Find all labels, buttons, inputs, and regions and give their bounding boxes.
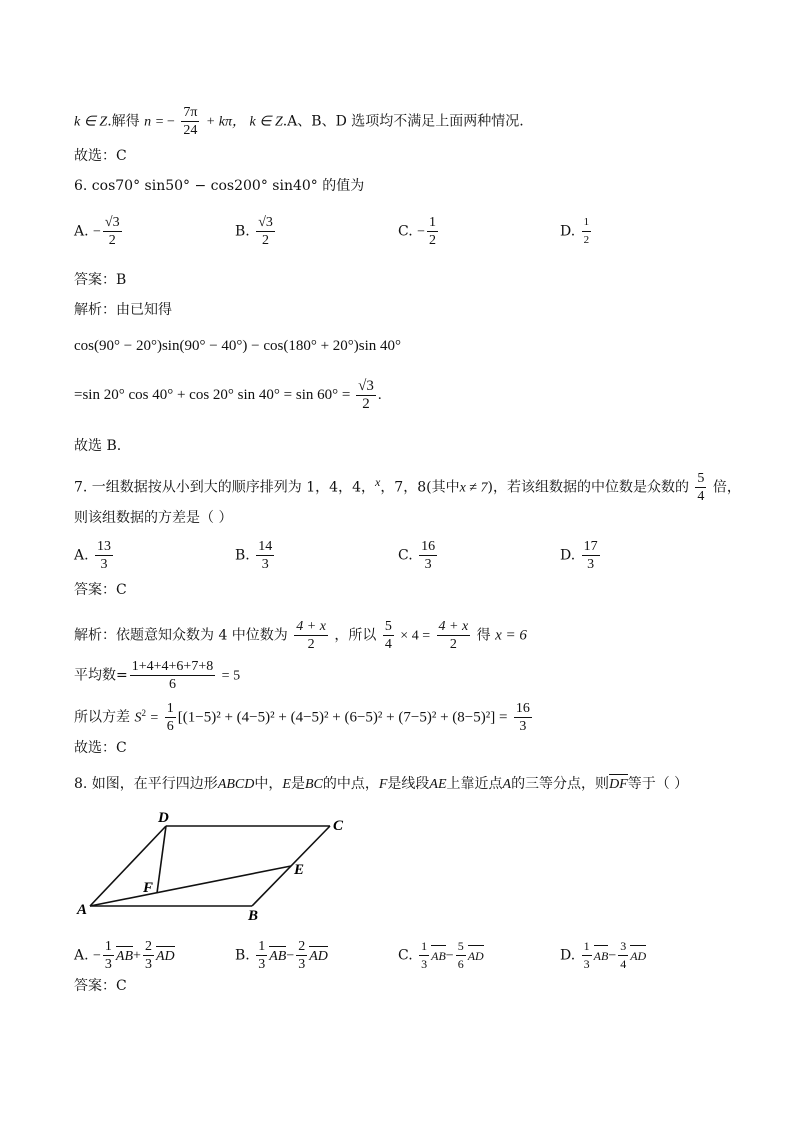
- q7-option-b: B. $\frac{14}{3}$: [235, 539, 273, 572]
- q8-option-c: C. $\frac{1}{3}$ AB− $\frac{5}{6}$ AD: [398, 939, 484, 971]
- q7-option-d: D. $\frac{17}{3}$: [560, 539, 598, 572]
- segment-df: [157, 826, 166, 893]
- fraction: $\frac{2}{3}$: [298, 939, 306, 972]
- fraction-16-3: $\frac{16}{3}$: [515, 701, 530, 734]
- label-d: D: [158, 810, 169, 826]
- q6-step1: cos(90° − 20°)sin(90° − 40°) − cos(180° + 20°)sin 40°: [74, 338, 402, 354]
- fraction: $\frac{√3}{2}$: [104, 215, 120, 248]
- label-c: C: [333, 818, 344, 834]
- q7-conclusion: 故选：C: [74, 740, 127, 756]
- q6-answer: 答案：B: [74, 272, 127, 288]
- q6-option-a: A. − $\frac{√3}{2}$: [74, 215, 120, 248]
- fraction-5-4: $\frac{5}{4}$: [697, 471, 705, 504]
- q6-option-b: B. $\frac{√3}{2}$: [235, 215, 273, 248]
- fraction: $\frac{1}{3}$: [104, 939, 112, 972]
- q8-answer: 答案：C: [74, 978, 127, 994]
- fraction: $\frac{2}{3}$: [144, 939, 152, 972]
- fraction-1-6: $\frac{1}{6}$: [166, 701, 174, 734]
- fraction: $\frac{4 + x}{2}$: [296, 619, 326, 652]
- q6-stem: 6. cos70° sin50° − cos200° sin40° 的值为: [74, 178, 365, 194]
- label-e: E: [294, 862, 305, 878]
- math-plus-kpi: + kπ: [205, 114, 233, 130]
- fraction: $\frac{3}{4}$: [620, 939, 627, 971]
- q7-stem-line1: 7. 一组数据按从小到大的顺序排列为 1，4，4，x，7，8(其中x ≠ 7)，若该组数据的中位数是众数的 $\frac{5}{4}$ 倍，: [74, 471, 741, 504]
- q7-stem-line2: 则该组数据的方差是（ ）: [74, 510, 233, 526]
- q6-option-d: D. $\frac{1}{2}$: [560, 214, 593, 249]
- fraction: $\frac{1}{2}$: [583, 216, 590, 246]
- q8-option-b: B. $\frac{1}{3}$ AB− $\frac{2}{3}$ AD: [235, 939, 328, 972]
- parallelogram-figure: [76, 808, 366, 920]
- fraction: $\frac{16}{3}$: [421, 539, 436, 572]
- text-options-not-satisfy: .A、B、D 选项均不满足上面两种情况.: [282, 113, 524, 130]
- continuation-line: [74, 104, 524, 139]
- q6-conclusion: 故选 B.: [74, 438, 122, 454]
- fraction: $\frac{4 + x}{2}$: [438, 619, 469, 652]
- side-da: [90, 826, 166, 906]
- label-b: B: [248, 908, 259, 920]
- q8-stem: 8. 如图，在平行四边形ABCD中，E是BC的中点，F是线段AE上靠近点A的三等分点，则DF等于（ ）: [74, 774, 688, 795]
- q7-analysis-line1: 解析：依题意知众数为 4 中位数为 $\frac{4 + x}{2}$ ，所以 $\frac{5}{4}$ × 4 = $\frac{4 + x}{2}$ 得 x = 6: [74, 619, 527, 652]
- label-f: F: [143, 880, 154, 896]
- q6-step2: =sin 20° cos 40° + cos 20° sin 40° = sin 60° = $\frac{√3}{2}$ .: [74, 378, 382, 412]
- fraction: $\frac{1}{3}$: [583, 939, 590, 971]
- fraction: $\frac{14}{3}$: [258, 539, 273, 572]
- text-solve: .解得: [107, 113, 140, 130]
- answer-line: 故选：C: [74, 148, 127, 164]
- fraction: $\frac{5}{6}$: [457, 939, 464, 971]
- math-eq-minus: = −: [155, 114, 175, 130]
- fraction: $\frac{1}{3}$: [258, 939, 266, 972]
- q7-option-c: C. $\frac{16}{3}$: [398, 539, 436, 572]
- q7-answer: 答案：C: [74, 582, 127, 598]
- fraction-mean: $\frac{1+4+4+6+7+8}{6}$: [131, 659, 214, 692]
- fraction: $\frac{13}{3}$: [97, 539, 112, 572]
- math-k-in-z-2: ， k ∈ Z: [232, 114, 283, 130]
- fraction: $\frac{5}{4}$: [384, 619, 392, 652]
- q8-option-d: D. $\frac{1}{3}$ AB− $\frac{3}{4}$ AD: [560, 939, 647, 971]
- fraction: $\frac{1}{3}$: [421, 939, 428, 971]
- q8-option-a: A. − $\frac{1}{3}$ AB+ $\frac{2}{3}$ AD: [74, 939, 175, 972]
- segment-ae: [90, 866, 291, 906]
- math-n: n: [144, 114, 152, 130]
- fraction: $\frac{1}{2}$: [429, 215, 437, 248]
- fraction-sqrt3-2: $\frac{√3}{2}$: [358, 378, 374, 412]
- q7-option-a: A. $\frac{13}{3}$: [74, 539, 112, 572]
- q6-option-c: C. − $\frac{1}{2}$: [398, 215, 437, 248]
- label-a: A: [77, 902, 88, 918]
- q7-mean-line: 平均数= $\frac{1+4+4+6+7+8}{6}$ = 5: [74, 659, 241, 692]
- fraction-7pi-24: $\frac{7\pi}{24}$: [183, 105, 198, 138]
- q6-analysis-label: 解析：由已知得: [74, 302, 172, 318]
- math-k-in-z: k ∈ Z: [74, 114, 108, 130]
- fraction: $\frac{√3}{2}$: [258, 215, 273, 248]
- q7-variance-line: 所以方差 $S^2$ = $\frac{1}{6}$ [(1−5)² + (4−5)² + (4−5)² + (6−5)² + (7−5)² + (8−5)²] = $\frac{16}{3}$: [74, 701, 530, 734]
- fraction: $\frac{17}{3}$: [583, 539, 598, 572]
